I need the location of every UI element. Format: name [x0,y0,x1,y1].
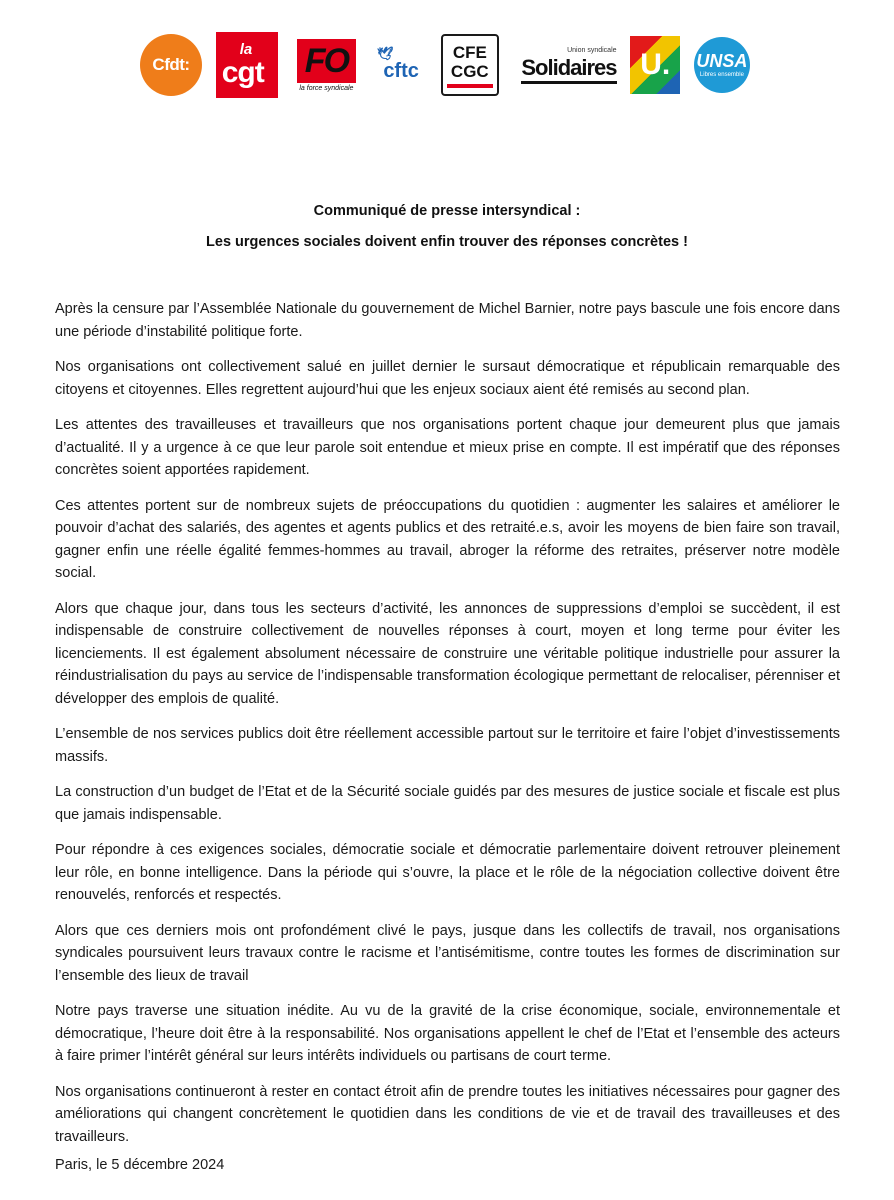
paragraph: L’ensemble de nos services publics doit être réellement accessible partout sur le territoire et faire l’objet d’investissements massifs. [55,726,840,765]
cfe-cgc-line2: CGC [450,61,489,81]
unsa-logo-sub: Libres ensemble [699,72,744,78]
paragraph: Alors que chaque jour, dans tous les secteurs d’activité, les annonces de suppressions d’emploi se succèdent, il est indispensable de construire collectivement de nouvelles réponses à court, moyen et long terme pour éviter les licenciements. Il est également absolument nécessaire de construire une véritable politique industrielle pour assurer la réindustrialisation du pays au service de l’indispensable transformation écologique permettant de relocaliser, pérenniser et développer des emplois de qualité. [55,600,840,707]
cgt-logo-la: la [239,41,253,58]
unsa-u-logo-text: U. [640,48,671,81]
paragraph: Les attentes des travailleuses et travailleurs que nos organisations portent chaque jour demeurent plus que jamais d’actualité. Il y a urgence à ce que leur parole soit entendue et mieux prise en compte. Il est impératif que des réponses concrètes soient apportées rapidement. [55,417,840,478]
paragraph: Ces attentes portent sur de nombreux sujets de préoccupations du quotidien : augmenter les salaires et améliorer le pouvoir d’achat des salariés, des agentes et agents publics et des retraité.e.s, avoir les moyens de bien faire son travail, gagner enfin une réelle égalité femmes-hommes au travail, abroger la réforme des retraites, préserver notre modèle social. [55,497,840,581]
document-title: Communiqué de presse intersyndical : [313,203,581,219]
paragraph: Nos organisations ont collectivement salué en juillet dernier le sursaut démocratique et républicain remarquable des citoyens et citoyennes. Elles regrettent aujourd’hui que les enjeux sociaux aient été remisés au second plan. [55,359,840,398]
paragraph: La construction d’un budget de l’Etat et de la Sécurité sociale guidés par des mesures de justice sociale et fiscale est plus que jamais indispensable. [55,784,840,823]
cftc-logo-text: cftc [383,59,419,82]
unsa-logo [694,37,750,93]
solidaires-logo-text: Solidaires [521,55,616,84]
dove-icon: 🕊 [377,45,394,61]
cfdt-logo [140,34,202,96]
cgt-logo [216,32,278,98]
cfdt-logo-text: Cfdt: [152,55,190,74]
paragraph: Après la censure par l’Assemblée Nationale du gouvernement de Michel Barnier, notre pays bascule une fois encore dans une période d’instabilité politique forte. [55,301,840,340]
paragraph: Pour répondre à ces exigences sociales, démocratie sociale et démocratie parlementaire doivent retrouver pleinement leur rôle, en bonne intelligence. Dans la période qui s’ouvre, la place et le rôle de la négociation collective doivent être renouvelés, renforcés et respectés. [55,842,840,903]
document-subtitle: Les urgences sociales doivent enfin trouver des réponses concrètes ! [206,234,688,250]
cfe-cgc-logo [441,34,499,96]
fo-logo-sub: la force syndicale [299,84,354,92]
cftc-logo [375,40,427,90]
cgt-logo-text: cgt [221,56,264,89]
unsa-u-logo [630,36,680,94]
date-signoff: Paris, le 5 décembre 2024 [55,1157,225,1173]
solidaires-logo [513,38,617,92]
unsa-logo-text: UNSA [696,51,748,71]
paragraph: Nos organisations continueront à rester en contact étroit afin de prendre toutes les initiatives nécessaires pour gagner des améliorations qui changent concrètement le quotidien dans les conditions de vie et de travail des travailleuses et des travailleurs. [55,1083,840,1145]
fo-logo-text: FO [297,39,356,83]
fo-logo [291,32,361,98]
cfe-cgc-line1: CFE [452,42,487,62]
paragraph: Alors que ces derniers mois ont profondément clivé le pays, jusque dans les collectifs de travail, nos organisations syndicales poursuivent leurs travaux contre le racisme et l’antisémitisme, contre toutes les formes de discrimination sur l’ensemble des lieux de travail [55,922,840,984]
union-logos-row [140,30,750,100]
paragraph: Notre pays traverse une situation inédite. Au vu de la gravité de la crise économique, sociale, environnementale et démocratique, l’heure doit être à la responsabilité. Nos organisations appellent le chef de l’Etat et l’ensemble des acteurs à faire primer l’intérêt général sur leurs intérêts individuels ou partisans de court terme. [55,1003,840,1064]
solidaires-tag: Union syndicale [567,46,617,54]
cfe-cgc-stripe [447,84,493,88]
document-body [55,298,840,1161]
